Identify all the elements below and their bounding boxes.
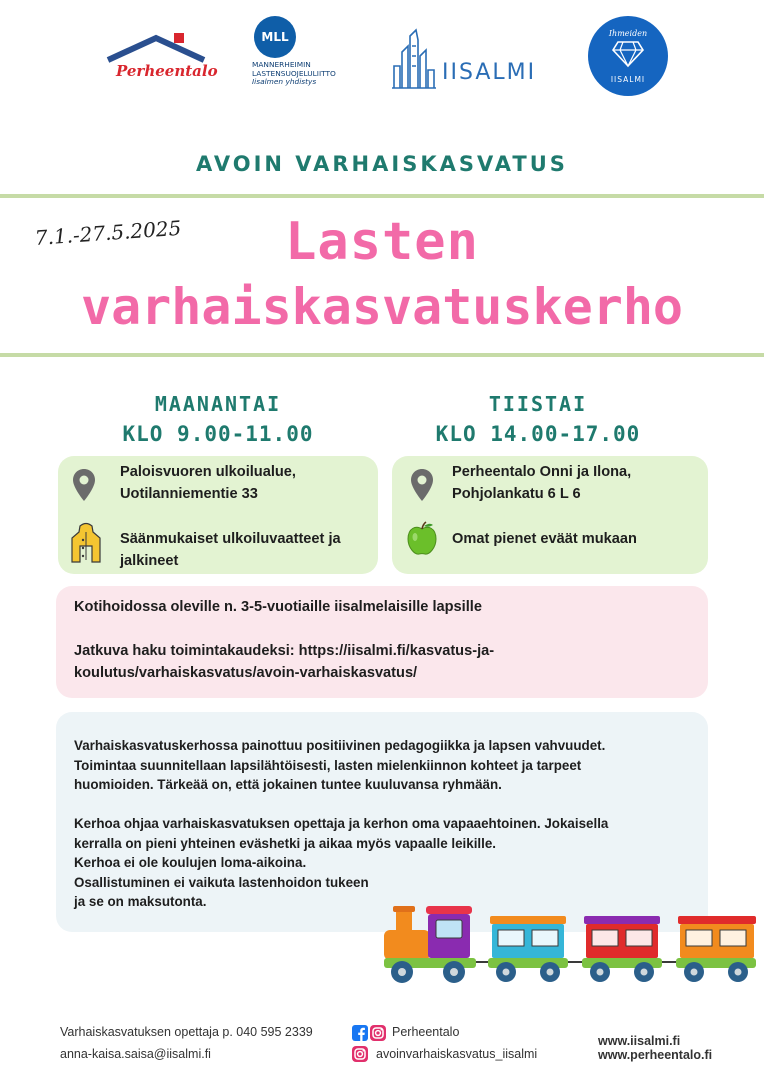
tuesday-note: Omat pienet eväät mukaan xyxy=(452,531,637,547)
perheentalo-wordmark: Perheentalo xyxy=(116,62,218,80)
monday-card xyxy=(58,456,378,574)
footer-web-iisalmi[interactable]: www.iisalmi.fi xyxy=(598,1034,681,1048)
divider-bottom xyxy=(0,353,764,357)
title-line-2: varhaiskasvatuskerho xyxy=(80,278,684,336)
badge-bottom-text: IISALMI xyxy=(610,75,646,84)
ihmeiden-iisalmi-badge xyxy=(588,16,668,96)
train-car-3 xyxy=(676,916,756,982)
apple-icon xyxy=(406,520,438,556)
description-card xyxy=(56,712,708,932)
tuesday-location: Perheentalo Onni ja Ilona, Pohjolankatu 6 L 6 xyxy=(452,464,632,502)
iisalmi-logo xyxy=(390,24,542,92)
day-monday: MAANANTAI xyxy=(154,392,282,416)
city-skyline-icon xyxy=(390,26,438,90)
date-range: 7.1.-27.5.2025 xyxy=(34,215,183,250)
description-paragraph-2: Kerhoa ohjaa varhaiskasvatuksen opettaja ja kerhon oma vapaaehtoinen. Jokaisella kerralla on pieni yhteinen eväshetki ja aikaa myös vapaalle leikille. Kerhoa ei ole koulujen loma-aikoina. Osallistuminen ei vaikuta lastenhoidon tukeen ja se on maksutonta. xyxy=(74,816,609,909)
instagram-icon[interactable] xyxy=(352,1046,368,1066)
iisalmi-wordmark: IISALMI xyxy=(442,60,537,85)
toy-train-illustration xyxy=(380,904,760,990)
mll-wordmark: MANNERHEIMIN LASTENSUOJELULIITTO Iisalmen yhdistys xyxy=(252,60,336,87)
location-pin-icon xyxy=(72,468,96,502)
application-text-line2: koulutus/varhaiskasvatus/avoin-varhaiskasvatus/ xyxy=(74,665,418,681)
description-paragraph-1: Varhaiskasvatuskerhossa painottuu positiivinen pedagogiikka ja lapsen vahvuudet. Toimintaa suunnitellaan lapsilähtöisesti, lasten mielenkiinnon kohteet ja tarpeet huomioiden. Tärkeää on, että jokainen tuntee kuuluvansa ryhmään. xyxy=(74,738,606,792)
tuesday-card xyxy=(392,456,708,574)
footer-instagram-handle[interactable]: avoinvarhaiskasvatus_iisalmi xyxy=(376,1047,538,1061)
location-pin-icon xyxy=(410,468,434,502)
divider-top xyxy=(0,194,764,198)
application-text-line1: Jatkuva haku toimintakaudeksi: https://iisalmi.fi/kasvatus-ja- xyxy=(74,643,495,659)
train-car-1 xyxy=(488,916,568,982)
monday-note: Säänmukaiset ulkoiluvaatteet ja jalkineet xyxy=(120,531,341,569)
train-locomotive xyxy=(384,906,476,983)
diamond-icon xyxy=(612,40,644,68)
facebook-icon[interactable] xyxy=(352,1025,368,1045)
time-monday: KLO 9.00-11.00 xyxy=(122,422,314,446)
target-group-text: Kotihoidossa oleville n. 3-5-vuotiaille iisalmelaisille lapsille xyxy=(74,599,482,615)
target-group-card xyxy=(56,586,708,698)
mll-circle: MLL xyxy=(254,16,296,58)
badge-top-text: Ihmeiden xyxy=(608,29,648,38)
footer-teacher-phone: Varhaiskasvatuksen opettaja p. 040 595 2339 xyxy=(60,1025,313,1039)
train-car-2 xyxy=(582,916,662,982)
monday-location: Paloisvuoren ulkoilualue, Uotilanniementie 33 xyxy=(120,464,296,502)
day-tuesday: TIISTAI xyxy=(488,392,588,416)
footer-email[interactable]: anna-kaisa.saisa@iisalmi.fi xyxy=(60,1047,211,1061)
perheentalo-logo xyxy=(104,30,218,86)
footer-web-perheentalo[interactable]: www.perheentalo.fi xyxy=(598,1048,713,1062)
mll-logo xyxy=(248,16,348,92)
time-tuesday: KLO 14.00-17.00 xyxy=(435,422,641,446)
raincoat-icon xyxy=(70,522,102,564)
instagram-icon[interactable] xyxy=(370,1025,386,1045)
section-label: AVOIN VARHAISKASVATUS xyxy=(196,152,568,176)
footer-social-perheentalo[interactable]: Perheentalo xyxy=(392,1025,460,1039)
title-line-1: Lasten xyxy=(285,212,479,272)
